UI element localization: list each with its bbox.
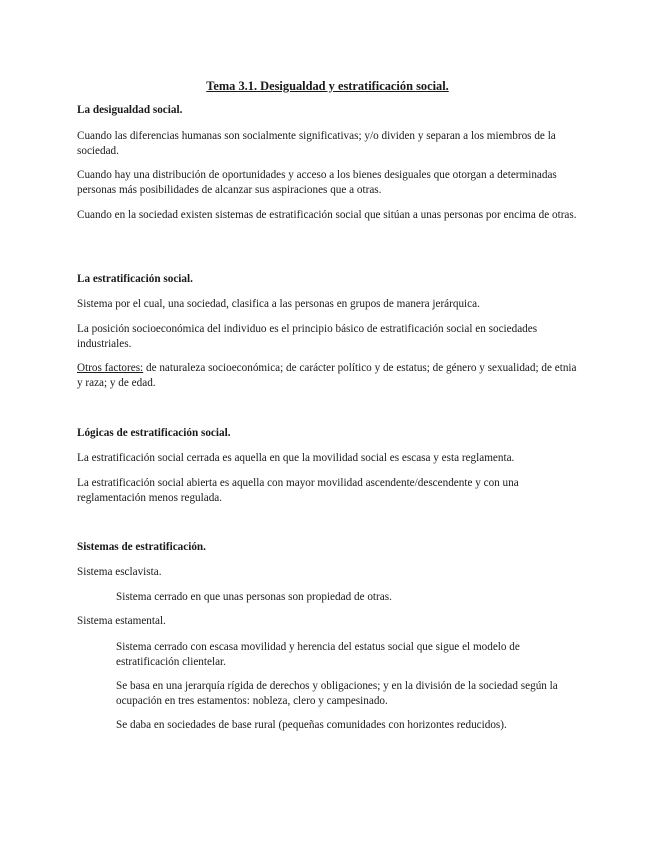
paragraph: Sistema por el cual, una sociedad, clasifica a las personas en grupos de manera jerárquica.: [77, 298, 480, 310]
paragraph: La estratificación social cerrada es aquella en que la movilidad social es escasa y esta reglamenta.: [77, 452, 515, 464]
factors-label: Otros factores:: [77, 362, 144, 374]
paragraph: Cuando en la sociedad existen sistemas de estratificación social que sitúan a unas personas por encima de otras.: [77, 209, 577, 221]
paragraph-otros-factores: [77, 361, 577, 391]
system-name-estamental: Sistema estamental.: [77, 615, 166, 627]
paragraph: Cuando hay una distribución de oportunidades y acceso a los bienes desiguales que otorgan a determinadas personas más posibilidades de alcanzar sus aspiraciones que a otras.: [77, 169, 557, 196]
paragraph: Cuando las diferencias humanas son socialmente significativas; y/o dividen y separan a los miembros de la sociedad.: [77, 130, 556, 157]
section-heading-desigualdad: La desigualdad social.: [77, 104, 183, 116]
section-heading-estratificacion: La estratificación social.: [77, 273, 193, 285]
section-heading-sistemas: Sistemas de estratificación.: [77, 541, 206, 553]
paragraph: La posición socioeconómica del individuo es el principio básico de estratificación social en sociedades industriales.: [77, 323, 538, 350]
system-detail: Se daba en sociedades de base rural (pequeñas comunidades con horizontes reducidos).: [116, 719, 507, 731]
document-title: Tema 3.1. Desigualdad y estratificación social.: [206, 79, 449, 93]
system-detail: Se basa en una jerarquía rígida de derechos y obligaciones; y en la división de la sociedad según la ocupación en tres estamentos: nobleza, clero y campesinado.: [116, 680, 558, 707]
system-name-esclavista: Sistema esclavista.: [77, 566, 162, 578]
system-detail: Sistema cerrado en que unas personas son propiedad de otras.: [116, 591, 392, 603]
section-heading-logicas: Lógicas de estratificación social.: [77, 427, 231, 439]
system-detail: Sistema cerrado con escasa movilidad y herencia del estatus social que sigue el modelo de estratificación clientelar.: [116, 641, 520, 668]
factors-text: de naturaleza socioeconómica; de carácter político y de estatus; de género y sexualidad; de etnia y raza; y de edad.: [77, 362, 577, 389]
paragraph: La estratificación social abierta es aquella con mayor movilidad ascendente/descendente y con una reglamentación menos regulada.: [77, 477, 519, 504]
